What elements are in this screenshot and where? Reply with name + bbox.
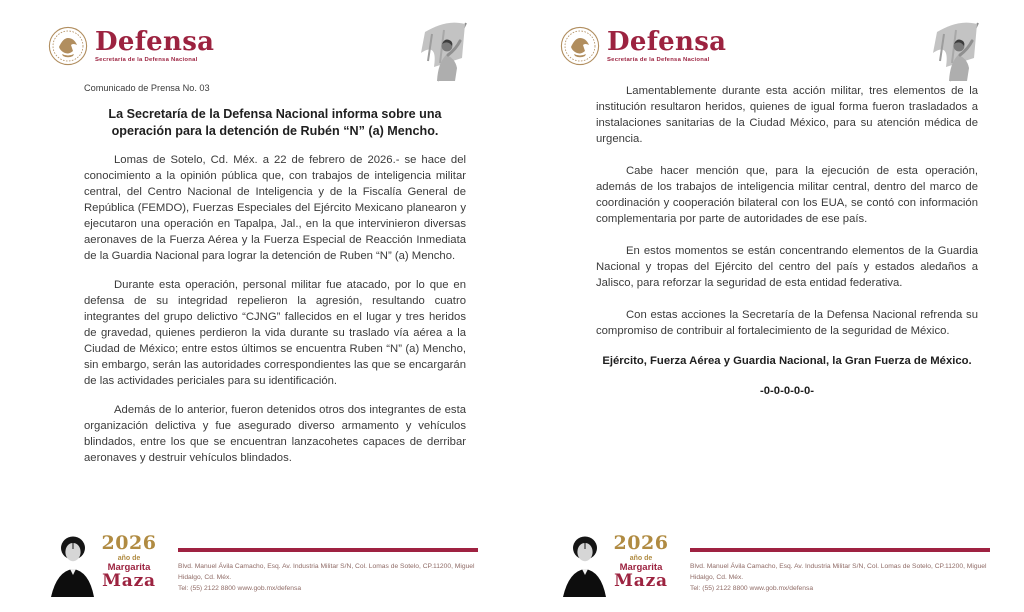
footer-address: Blvd. Manuel Ávila Camacho, Esq. Av. Industria Militar S/N, Col. Lomas de Sotelo, CP.11200, Miguel Hidalgo, Cd. Méx. (690, 563, 987, 582)
page-footer (560, 531, 990, 597)
defensa-seal-icon (560, 26, 600, 66)
brand-text (95, 26, 215, 64)
paragraph: Lomas de Sotelo, Cd. Méx. a 22 de febrero de 2026.- se hace del conocimiento a la opinión pública que, con trabajos de inteligencia militar central, del Centro Nacional de Inteligencia y de la Fiscalía General de República (FEMDO), Fuerzas Especiales del Ejército Mexicano planearon y ejecutaron una operación en Tapalpa, Jal., en la que intervinieron diversas aeronaves de la Fuerza Aérea y la Fuerza Especial de Reacción Inmediata de la Guardia Nacional para lograr la detención de Ruben “N” (a) Mencho. (84, 153, 466, 262)
page-1-content (84, 83, 466, 479)
footer-phone: Tel: (55) 2122 8800 www.gob.mx/defensa (690, 585, 814, 593)
press-release-number: Comunicado de Prensa No. 03 (84, 83, 210, 93)
footer-phone: Tel: (55) 2122 8800 www.gob.mx/defensa (178, 585, 302, 593)
brand-wordmark: Defensa (95, 26, 215, 57)
page-2-content (596, 83, 978, 397)
maza-label: Maza (614, 571, 668, 591)
year-subtext: año de (117, 554, 141, 562)
paragraph: Con estas acciones la Secretaría de la Defensa Nacional refrenda su compromiso de contribuir al fortalecimiento de la seguridad de México. (596, 309, 978, 338)
page-footer (48, 531, 478, 597)
footer-right (690, 531, 990, 594)
defensa-header (48, 26, 214, 66)
footer-address: Blvd. Manuel Ávila Camacho, Esq. Av. Industria Militar S/N, Col. Lomas de Sotelo, CP.11200, Miguel Hidalgo, Cd. Méx. (178, 563, 475, 582)
footer-rule (690, 548, 990, 552)
brand-subtitle: Secretaría de la Defensa Nacional (95, 57, 198, 64)
closing-slogan: Ejército, Fuerza Aérea y Guardia Nacional, la Gran Fuerza de México. (602, 355, 972, 368)
flag-bearer-icon (916, 17, 1000, 85)
page-2 (512, 0, 1024, 612)
brand-text (607, 26, 727, 64)
flag-bearer-icon (404, 17, 488, 85)
paragraph: Cabe hacer mención que, para la ejecución de esta operación, además de los trabajos de inteligencia militar central, dentro del marco de coordinación y cooperación bilateral con los EUA, se contó con información complementaria por parte de autoridades de ese país. (596, 165, 978, 226)
margarita-maza-portrait (48, 531, 96, 597)
end-marker: -0-0-0-0-0- (760, 385, 814, 398)
paragraph: Lamentablemente durante esta acción militar, tres elementos de la institución resultaron heridos, quienes de igual forma fueron trasladados a instalaciones sanitarias de la Ciudad México, para su atención médica de urgencia. (596, 85, 978, 146)
year-2026: 2026 (101, 532, 157, 554)
year-subtext: año de (629, 554, 653, 562)
paragraph: Además de lo anterior, fueron detenidos otros dos integrantes de esta organización delictiva y fue asegurado diverso armamento y vehículos blindados, entre los que se encuentran lanzacohetes capaces de derribar aeronaves y destruir vehículos blindados. (84, 404, 466, 465)
footer-right (178, 531, 478, 594)
defensa-seal-icon (48, 26, 88, 66)
brand-wordmark: Defensa (607, 26, 727, 57)
maza-label: Maza (102, 571, 156, 591)
margarita-label: Margarita (107, 562, 151, 573)
defensa-header (560, 26, 726, 66)
paragraph: Durante esta operación, personal militar fue atacado, por lo que en defensa de su integridad repelieron la agresión, resultando cuatro integrantes del grupo delictivo “CJNG” fallecidos en el lugar y tres heridos de gravedad, quienes perdieron la vida durante su traslado vía aérea a la Ciudad de México; entre estos últimos se encuentra Ruben “N” (a) Mencho, sin embargo, serán las autoridades correspondientes las que se encargarán de las actividades periciales para su identificación. (84, 278, 466, 388)
press-release-title: La Secretaría de la Defensa Nacional informa sobre una operación para la detención de Rubén “N” (a) Mencho. (108, 107, 442, 139)
footer-rule (178, 548, 478, 552)
year-block (608, 534, 674, 590)
margarita-maza-portrait (560, 531, 608, 597)
year-2026: 2026 (613, 532, 669, 554)
year-block (96, 534, 162, 590)
margarita-label: Margarita (619, 562, 663, 573)
paragraph: En estos momentos se están concentrando elementos de la Guardia Nacional y tropas del Ejército del centro del país y estados aledaños a Jalisco, para reforzar la seguridad de esta entidad federativa. (596, 245, 978, 290)
brand-subtitle: Secretaría de la Defensa Nacional (607, 57, 710, 64)
